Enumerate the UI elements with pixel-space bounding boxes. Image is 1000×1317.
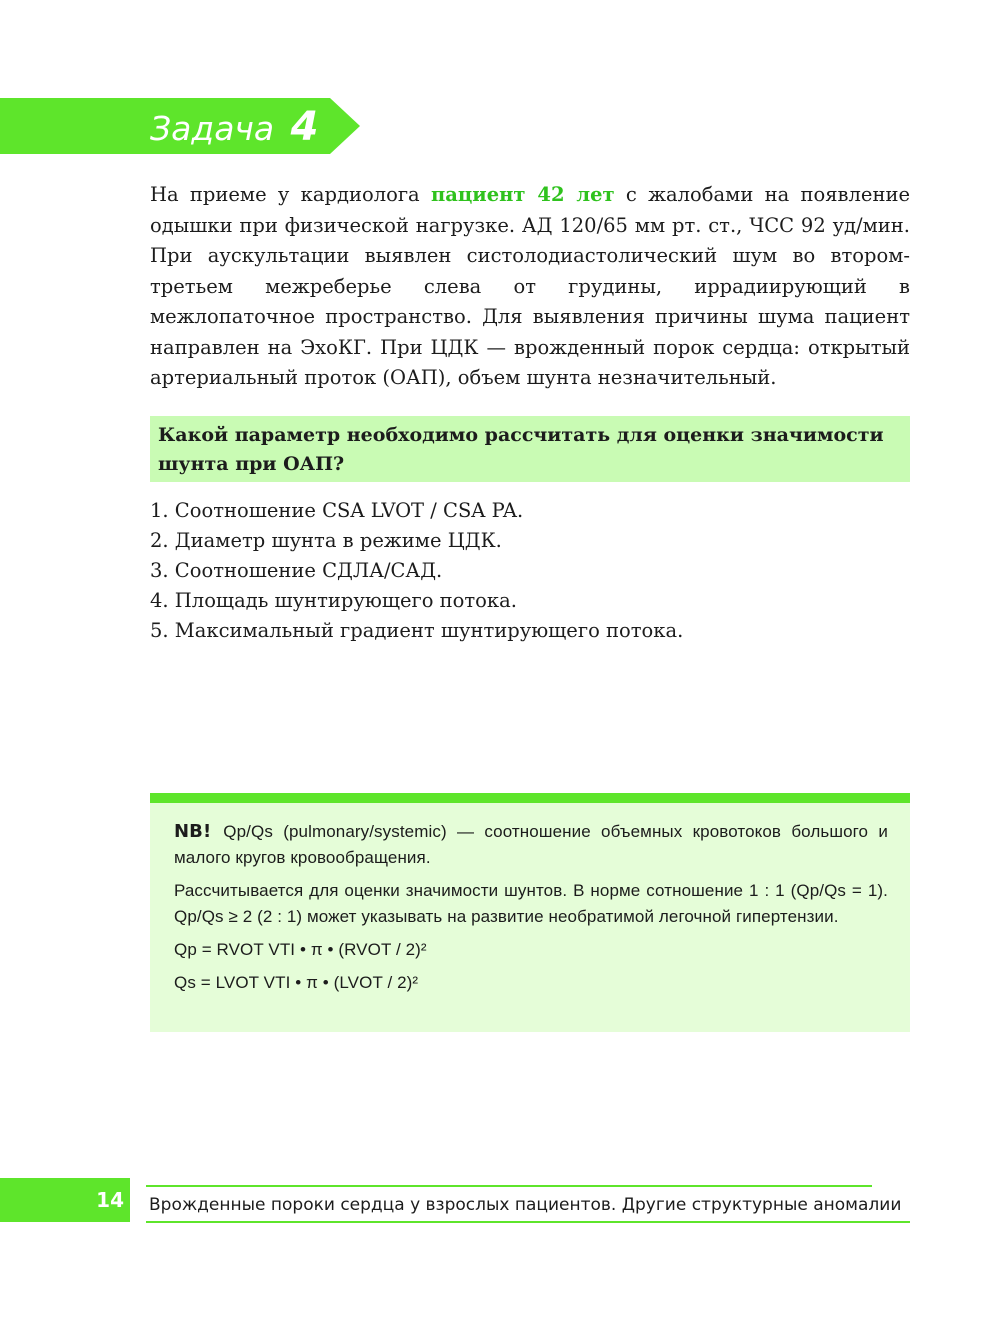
nb-label: NB! <box>174 821 212 842</box>
task-title <box>150 104 318 150</box>
answer-option-1: 1. Соотношение CSA LVOT / CSA PA. <box>150 499 524 522</box>
nb-explanation: Рассчитывается для оценки значимости шунтов. В норме сотношение 1 : 1 (Qp/Qs = 1). Qp/Qs ≥ 2 (2 : 1) может указывать на развитие необратимой легочной гипертензии. <box>174 881 888 926</box>
case-description <box>150 180 910 394</box>
nb-definition <box>174 819 888 871</box>
formula-qs: Qs = LVOT VTI • π • (LVOT / 2)² <box>174 973 419 992</box>
answer-option-3: 3. Соотношение СДЛА/САД. <box>150 559 443 582</box>
patient-age-highlight: пациент 42 лет <box>430 183 615 206</box>
task-word: Задача <box>150 109 275 148</box>
answer-option-5: 5. Максимальный градиент шунтирующего потока. <box>150 619 684 642</box>
running-title: Врожденные пороки сердца у взрослых пациентов. Другие структурные аномалии <box>149 1195 902 1215</box>
answer-option-2: 2. Диаметр шунта в режиме ЦДК. <box>150 529 502 552</box>
nb-note-box <box>150 803 910 1032</box>
task-number: 4 <box>290 104 319 150</box>
nb-top-rule <box>150 793 910 803</box>
nb-definition-text: Qp/Qs (pulmonary/systemic) — соотношение объемных кровотоков большого и малого кругов кровообращения. <box>174 822 888 867</box>
formula-qp: Qp = RVOT VTI • π • (RVOT / 2)² <box>174 940 427 959</box>
case-text-rest: с жалобами на появление одышки при физической нагрузке. АД 120/65 мм рт. ст., ЧСС 92 уд/мин. При аускультации выявлен систолодиастолический шум во втором-третьем межреберье слева от грудины, иррадиирующий в межлопаточное пространство. Для выявления причины шума пациент направлен на ЭхоКГ. При ЦДК — врожденный порок сердца: открытый артериальный проток (ОАП), объем шунта незначительный. <box>150 183 910 389</box>
answer-list <box>150 496 910 646</box>
page-number: 14 <box>96 1188 124 1212</box>
answer-option-4: 4. Площадь шунтирующего потока. <box>150 589 517 612</box>
question-box <box>150 416 910 482</box>
case-text-start: На приеме у кардиолога <box>150 183 431 206</box>
footer-bottom-rule <box>146 1221 910 1223</box>
footer-top-rule <box>146 1185 872 1187</box>
question-text: Какой параметр необходимо рассчитать для оценки значимости шунта при ОАП? <box>158 424 884 475</box>
